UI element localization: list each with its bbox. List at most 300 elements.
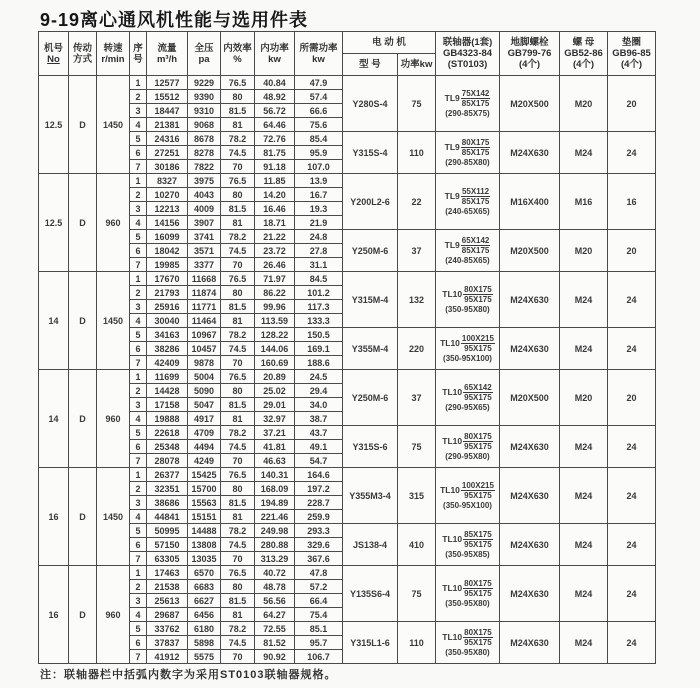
cell-eff: 81 — [221, 314, 255, 328]
cell-seq: 7 — [130, 650, 147, 664]
col-header-2 — [97, 32, 130, 76]
cell-req-power: 49.1 — [295, 440, 343, 454]
cell-eff: 74.5 — [221, 146, 255, 160]
cell-pressure: 8678 — [188, 132, 221, 146]
coupling-st0103-note: (240-65X65) — [445, 207, 490, 216]
coupling-top — [436, 530, 499, 549]
cell-req-power: 367.6 — [295, 552, 343, 566]
cell-seq: 2 — [130, 90, 147, 104]
cell-speed: 960 — [97, 566, 130, 664]
coupling-type: TL10 — [440, 338, 460, 348]
cell-pressure: 4917 — [188, 412, 221, 426]
cell-no: 12.5 — [39, 174, 69, 272]
header-line: 螺 母 — [572, 37, 595, 48]
cell-req-power: 21.9 — [295, 216, 343, 230]
data-row — [39, 468, 656, 482]
header-line: 内效率 — [223, 42, 252, 54]
cell-coupling — [436, 426, 500, 468]
cell-anchor-bolt: M20X500 — [500, 370, 560, 426]
cell-power: 56.72 — [255, 104, 295, 118]
cell-anchor-bolt: M24X630 — [500, 328, 560, 370]
cell-eff: 81.5 — [221, 398, 255, 412]
coupling-denominator: 85X175 — [461, 148, 490, 157]
cell-pressure: 5047 — [188, 398, 221, 412]
coupling-spec — [436, 138, 499, 167]
coupling-numerator: 80X175 — [464, 579, 492, 588]
cell-pressure: 13808 — [188, 538, 221, 552]
cell-power: 29.01 — [255, 398, 295, 412]
cell-pressure: 4494 — [188, 440, 221, 454]
cell-flow: 34163 — [147, 328, 188, 342]
cell-eff: 78.2 — [221, 132, 255, 146]
cell-motor-model: Y315S-6 — [343, 426, 398, 468]
cell-seq: 4 — [130, 412, 147, 426]
header-line: 流量 — [157, 42, 177, 54]
cell-flow: 38686 — [147, 496, 188, 510]
cell-eff: 80 — [221, 482, 255, 496]
cell-coupling — [436, 174, 500, 230]
cell-pressure: 9068 — [188, 118, 221, 132]
cell-motor-kw: 75 — [398, 76, 436, 132]
coupling-type: TL10 — [442, 436, 463, 446]
header-line: 所需功率 — [299, 42, 338, 54]
cell-power: 86.22 — [255, 286, 295, 300]
cell-power: 113.59 — [255, 314, 295, 328]
cell-power: 40.72 — [255, 566, 295, 580]
cell-drive: D — [69, 272, 97, 370]
cell-anchor-bolt: M24X630 — [500, 622, 560, 664]
cell-motor-kw: 22 — [398, 174, 436, 230]
cell-req-power: 133.3 — [295, 314, 343, 328]
cell-req-power: 66.6 — [295, 104, 343, 118]
cell-speed: 960 — [97, 174, 130, 272]
cell-pressure: 11874 — [188, 286, 221, 300]
header-line: 地脚螺栓 — [510, 37, 549, 48]
cell-nut: M24 — [560, 426, 608, 468]
coupling-fraction — [461, 334, 495, 353]
cell-eff: 81 — [221, 118, 255, 132]
cell-motor-model: Y200L2-6 — [343, 174, 398, 230]
coupling-numerator: 80X175 — [461, 138, 490, 147]
cell-flow: 38286 — [147, 342, 188, 356]
cell-flow: 28078 — [147, 454, 188, 468]
coupling-type: TL10 — [442, 289, 463, 299]
coupling-fraction — [463, 432, 493, 451]
col-header-1 — [69, 32, 97, 76]
cell-seq: 2 — [130, 188, 147, 202]
col-header-7 — [255, 32, 295, 76]
cell-eff: 70 — [221, 454, 255, 468]
cell-eff: 81 — [221, 412, 255, 426]
cell-power: 99.96 — [255, 300, 295, 314]
cell-seq: 1 — [130, 174, 147, 188]
cell-seq: 1 — [130, 272, 147, 286]
header-line: GB52-86 — [564, 48, 603, 59]
cell-eff: 78.2 — [221, 524, 255, 538]
cell-pressure: 8278 — [188, 146, 221, 160]
cell-seq: 4 — [130, 216, 147, 230]
cell-flow: 33762 — [147, 622, 188, 636]
cell-pressure: 4249 — [188, 454, 221, 468]
cell-flow: 30186 — [147, 160, 188, 174]
cell-pressure: 15425 — [188, 468, 221, 482]
cell-nut: M24 — [560, 272, 608, 328]
page-title: 9-19离心通风机性能与选用件表 — [40, 10, 309, 30]
cell-req-power: 34.0 — [295, 398, 343, 412]
col-header-5 — [188, 32, 221, 76]
cell-eff: 76.5 — [221, 566, 255, 580]
header-line: r/min — [101, 53, 125, 65]
cell-eff: 81 — [221, 216, 255, 230]
coupling-top — [436, 285, 499, 304]
cell-flow: 18447 — [147, 104, 188, 118]
cell-no: 14 — [39, 370, 69, 468]
coupling-st0103-note: (290-95X65) — [445, 403, 490, 412]
cell-pressure: 5090 — [188, 384, 221, 398]
data-row — [39, 174, 656, 188]
cell-eff: 70 — [221, 356, 255, 370]
coupling-fraction — [463, 530, 493, 549]
cell-seq: 3 — [130, 398, 147, 412]
cell-eff: 74.5 — [221, 342, 255, 356]
col-header-part-2 — [560, 32, 608, 76]
cell-flow: 21793 — [147, 286, 188, 300]
cell-nut: M20 — [560, 230, 608, 272]
cell-seq: 5 — [130, 132, 147, 146]
cell-washer: 24 — [608, 132, 656, 174]
cell-speed: 960 — [97, 370, 130, 468]
cell-seq: 6 — [130, 636, 147, 650]
cell-flow: 63305 — [147, 552, 188, 566]
coupling-numerator: 85X175 — [464, 530, 492, 539]
coupling-type: TL9 — [444, 240, 460, 250]
cell-seq: 2 — [130, 286, 147, 300]
cell-coupling — [436, 328, 500, 370]
cell-seq: 5 — [130, 230, 147, 244]
cell-no: 16 — [39, 468, 69, 566]
cell-eff: 80 — [221, 580, 255, 594]
cell-seq: 5 — [130, 426, 147, 440]
header-line: 机号 — [43, 42, 63, 54]
cell-pressure: 9878 — [188, 356, 221, 370]
coupling-denominator: 95X175 — [464, 589, 492, 598]
cell-power: 128.22 — [255, 328, 295, 342]
cell-motor-model: Y280S-4 — [343, 76, 398, 132]
coupling-fraction — [463, 285, 493, 304]
cell-req-power: 24.5 — [295, 370, 343, 384]
cell-seq: 2 — [130, 482, 147, 496]
coupling-numerator: 100X215 — [461, 334, 494, 343]
cell-req-power: 38.7 — [295, 412, 343, 426]
coupling-fraction — [461, 236, 491, 255]
col-header-4 — [147, 32, 188, 76]
col-header-part-0 — [436, 32, 500, 76]
cell-coupling — [436, 622, 500, 664]
cell-eff: 81 — [221, 608, 255, 622]
coupling-type: TL10 — [442, 534, 463, 544]
cell-pressure: 4043 — [188, 188, 221, 202]
cell-pressure: 9229 — [188, 76, 221, 90]
cell-req-power: 19.3 — [295, 202, 343, 216]
cell-power: 144.06 — [255, 342, 295, 356]
data-row — [39, 328, 656, 342]
cell-anchor-bolt: M24X630 — [500, 468, 560, 524]
cell-power: 280.88 — [255, 538, 295, 552]
cell-power: 48.92 — [255, 90, 295, 104]
cell-seq: 6 — [130, 146, 147, 160]
cell-seq: 2 — [130, 384, 147, 398]
header-line: pa — [198, 53, 210, 65]
cell-nut: M24 — [560, 328, 608, 370]
data-row — [39, 230, 656, 244]
cell-pressure: 6570 — [188, 566, 221, 580]
cell-seq: 3 — [130, 594, 147, 608]
cell-req-power: 228.7 — [295, 496, 343, 510]
cell-flow: 14428 — [147, 384, 188, 398]
cell-power: 21.22 — [255, 230, 295, 244]
coupling-fraction — [463, 628, 493, 647]
cell-power: 71.97 — [255, 272, 295, 286]
cell-eff: 78.2 — [221, 230, 255, 244]
cell-motor-kw: 315 — [398, 468, 436, 524]
cell-req-power: 106.7 — [295, 650, 343, 664]
cell-power: 221.46 — [255, 510, 295, 524]
cell-seq: 4 — [130, 314, 147, 328]
cell-pressure: 11464 — [188, 314, 221, 328]
data-row — [39, 132, 656, 146]
cell-power: 72.55 — [255, 622, 295, 636]
cell-motor-kw: 37 — [398, 230, 436, 272]
header-line: kw — [268, 53, 281, 65]
cell-power: 64.46 — [255, 118, 295, 132]
cell-seq: 6 — [130, 538, 147, 552]
cell-coupling — [436, 524, 500, 566]
cell-pressure: 9310 — [188, 104, 221, 118]
cell-motor-model: Y315L1-6 — [343, 622, 398, 664]
data-row — [39, 524, 656, 538]
coupling-st0103-note: (350-95X80) — [445, 599, 490, 608]
cell-eff: 76.5 — [221, 76, 255, 90]
cell-pressure: 14488 — [188, 524, 221, 538]
coupling-top — [436, 628, 499, 647]
cell-motor-model: JS138-4 — [343, 524, 398, 566]
cell-pressure: 4009 — [188, 202, 221, 216]
header-line: GB4323-84 — [442, 48, 493, 59]
cell-power: 168.09 — [255, 482, 295, 496]
cell-pressure: 10457 — [188, 342, 221, 356]
coupling-spec — [436, 530, 499, 559]
header-line: (4个) — [620, 59, 643, 70]
cell-seq: 3 — [130, 496, 147, 510]
cell-seq: 4 — [130, 608, 147, 622]
cell-req-power: 164.6 — [295, 468, 343, 482]
cell-eff: 78.2 — [221, 622, 255, 636]
coupling-spec — [436, 432, 499, 461]
coupling-type: TL10 — [440, 485, 460, 495]
coupling-denominator: 85X175 — [461, 197, 490, 206]
cell-pressure: 5898 — [188, 636, 221, 650]
header-line: 转速 — [103, 42, 123, 54]
header-line: kw — [312, 53, 325, 65]
cell-coupling — [436, 230, 500, 272]
coupling-st0103-note: (290-85X75) — [445, 109, 490, 118]
cell-anchor-bolt: M20X500 — [500, 230, 560, 272]
cell-req-power: 57.4 — [295, 90, 343, 104]
coupling-denominator: 95X175 — [464, 638, 492, 647]
cell-nut: M20 — [560, 370, 608, 426]
cell-power: 90.92 — [255, 650, 295, 664]
cell-flow: 32351 — [147, 482, 188, 496]
cell-power: 313.29 — [255, 552, 295, 566]
coupling-fraction — [461, 89, 491, 108]
cell-pressure: 15563 — [188, 496, 221, 510]
header-line: 内功率 — [260, 42, 289, 54]
coupling-numerator: 65X142 — [464, 383, 492, 392]
cell-power: 81.75 — [255, 146, 295, 160]
col-header-3 — [130, 32, 147, 76]
cell-pressure: 9390 — [188, 90, 221, 104]
coupling-spec — [436, 383, 499, 412]
cell-eff: 81.5 — [221, 202, 255, 216]
col-header-part-1 — [500, 32, 560, 76]
cell-flow: 25348 — [147, 440, 188, 454]
coupling-fraction — [463, 383, 493, 402]
cell-pressure: 3741 — [188, 230, 221, 244]
coupling-type: TL10 — [442, 583, 463, 593]
header-line: % — [233, 53, 242, 65]
coupling-denominator: 85X175 — [461, 246, 490, 255]
cell-flow: 22618 — [147, 426, 188, 440]
coupling-st0103-note: (350-95X100) — [443, 354, 492, 363]
cell-flow: 27251 — [147, 146, 188, 160]
cell-flow: 11699 — [147, 370, 188, 384]
coupling-type: TL9 — [444, 142, 460, 152]
coupling-type: TL10 — [442, 632, 463, 642]
cell-power: 11.85 — [255, 174, 295, 188]
cell-speed: 1450 — [97, 76, 130, 174]
cell-req-power: 197.2 — [295, 482, 343, 496]
cell-req-power: 169.1 — [295, 342, 343, 356]
cell-flow: 17463 — [147, 566, 188, 580]
cell-eff: 74.5 — [221, 244, 255, 258]
cell-eff: 70 — [221, 552, 255, 566]
cell-pressure: 3907 — [188, 216, 221, 230]
cell-seq: 1 — [130, 76, 147, 90]
cell-pressure: 7822 — [188, 160, 221, 174]
cell-power: 37.21 — [255, 426, 295, 440]
coupling-st0103-note: (350-95X80) — [445, 305, 490, 314]
cell-seq: 7 — [130, 552, 147, 566]
cell-flow: 12577 — [147, 76, 188, 90]
cell-req-power: 117.3 — [295, 300, 343, 314]
cell-motor-model: Y355M3-4 — [343, 468, 398, 524]
cell-flow: 29687 — [147, 608, 188, 622]
cell-req-power: 31.1 — [295, 258, 343, 272]
cell-power: 40.84 — [255, 76, 295, 90]
cell-eff: 74.5 — [221, 440, 255, 454]
col-header-motor-kw: 功率kw — [398, 54, 436, 76]
cell-power: 23.72 — [255, 244, 295, 258]
cell-motor-kw: 75 — [398, 426, 436, 468]
cell-flow: 37837 — [147, 636, 188, 650]
cell-washer: 20 — [608, 230, 656, 272]
fan-selection-table — [38, 31, 656, 664]
cell-power: 140.31 — [255, 468, 295, 482]
cell-req-power: 293.3 — [295, 524, 343, 538]
cell-eff: 81.5 — [221, 496, 255, 510]
cell-seq: 3 — [130, 300, 147, 314]
coupling-top — [436, 138, 499, 157]
cell-power: 46.63 — [255, 454, 295, 468]
cell-nut: M24 — [560, 524, 608, 566]
cell-req-power: 43.7 — [295, 426, 343, 440]
cell-motor-kw: 132 — [398, 272, 436, 328]
coupling-denominator: 95X175 — [464, 491, 492, 500]
cell-power: 20.89 — [255, 370, 295, 384]
cell-power: 16.46 — [255, 202, 295, 216]
header-line: 联轴器(1套) — [442, 37, 493, 48]
cell-power: 26.46 — [255, 258, 295, 272]
data-row — [39, 566, 656, 580]
cell-eff: 80 — [221, 286, 255, 300]
coupling-top — [436, 187, 499, 206]
coupling-numerator: 80X175 — [464, 628, 492, 637]
cell-req-power: 101.2 — [295, 286, 343, 300]
cell-washer: 24 — [608, 328, 656, 370]
cell-washer: 24 — [608, 566, 656, 622]
cell-pressure: 6683 — [188, 580, 221, 594]
cell-eff: 80 — [221, 384, 255, 398]
cell-pressure: 15151 — [188, 510, 221, 524]
cell-pressure: 11668 — [188, 272, 221, 286]
cell-eff: 76.5 — [221, 272, 255, 286]
cell-washer: 24 — [608, 524, 656, 566]
cell-req-power: 16.7 — [295, 188, 343, 202]
cell-eff: 80 — [221, 188, 255, 202]
cell-anchor-bolt: M16X400 — [500, 174, 560, 230]
cell-flow: 44841 — [147, 510, 188, 524]
cell-req-power: 84.5 — [295, 272, 343, 286]
header-line: (4个) — [518, 59, 541, 70]
header-line: 垫圈 — [621, 37, 641, 48]
col-header-0 — [39, 32, 69, 76]
cell-coupling — [436, 76, 500, 132]
cell-flow: 8327 — [147, 174, 188, 188]
cell-flow: 10270 — [147, 188, 188, 202]
cell-pressure: 6627 — [188, 594, 221, 608]
cell-flow: 24316 — [147, 132, 188, 146]
cell-flow: 17158 — [147, 398, 188, 412]
cell-seq: 7 — [130, 258, 147, 272]
cell-seq: 2 — [130, 580, 147, 594]
header-line: (ST0103) — [447, 59, 488, 70]
cell-flow: 19985 — [147, 258, 188, 272]
cell-eff: 74.5 — [221, 538, 255, 552]
cell-req-power: 54.7 — [295, 454, 343, 468]
cell-pressure: 3571 — [188, 244, 221, 258]
cell-eff: 81.5 — [221, 104, 255, 118]
header-line: m³/h — [156, 53, 178, 65]
cell-power: 48.78 — [255, 580, 295, 594]
coupling-top — [436, 89, 499, 108]
cell-req-power: 24.8 — [295, 230, 343, 244]
cell-req-power: 27.8 — [295, 244, 343, 258]
cell-req-power: 29.4 — [295, 384, 343, 398]
cell-seq: 5 — [130, 524, 147, 538]
cell-pressure: 6456 — [188, 608, 221, 622]
cell-power: 64.27 — [255, 608, 295, 622]
cell-speed: 1450 — [97, 468, 130, 566]
